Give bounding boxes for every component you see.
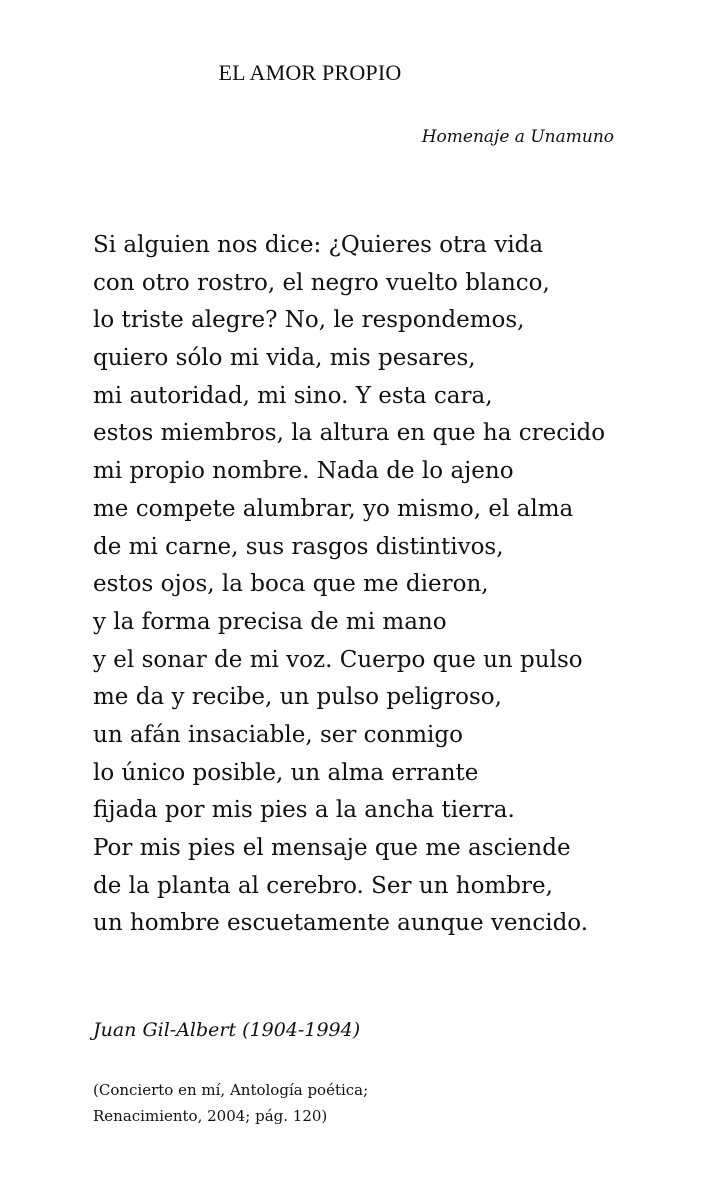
poem-line: con otro rostro, el negro vuelto blanco, bbox=[93, 269, 550, 296]
poem-line: de la planta al cerebro. Ser un hombre, bbox=[93, 872, 553, 899]
source-line: Renacimiento, 2004; pág. 120) bbox=[93, 1107, 328, 1125]
poem-line: estos ojos, la boca que me dieron, bbox=[93, 571, 489, 598]
poem-line: lo triste alegre? No, le respondemos, bbox=[93, 307, 525, 334]
poem-line: lo único posible, un alma errante bbox=[93, 759, 479, 786]
author-attribution: Juan Gil-Albert (1904-1994) bbox=[93, 1019, 361, 1041]
poem-line: Si alguien nos dice: ¿Quieres otra vida bbox=[93, 232, 544, 258]
poem-line: fijada por mis pies a la ancha tierra. bbox=[93, 797, 515, 824]
poem-line: de mi carne, sus rasgos distintivos, bbox=[93, 533, 504, 560]
poem-line: y la forma precisa de mi mano bbox=[93, 608, 447, 635]
poem-line: Por mis pies el mensaje que me asciende bbox=[93, 835, 571, 861]
poem-title: EL AMOR PROPIO bbox=[218, 60, 402, 85]
poem-line: quiero sólo mi vida, mis pesares, bbox=[93, 345, 476, 372]
poem-line: mi propio nombre. Nada de lo ajeno bbox=[93, 458, 514, 485]
poem-line: me compete alumbrar, yo mismo, el alma bbox=[93, 495, 574, 522]
poem-line: estos miembros, la altura en que ha crecido bbox=[93, 420, 606, 447]
source-citation bbox=[93, 1077, 368, 1129]
poem-body bbox=[93, 227, 673, 943]
source-line: (Concierto en mí, Antología poética; bbox=[93, 1081, 369, 1099]
poem-line: mi autoridad, mi sino. Y esta cara, bbox=[93, 382, 493, 409]
poem-line: un hombre escuetamente aunque vencido. bbox=[93, 910, 589, 937]
poem-line: y el sonar de mi voz. Cuerpo que un pulso bbox=[93, 646, 583, 673]
poem-line: me da y recibe, un pulso peligroso, bbox=[93, 684, 502, 711]
dedication: Homenaje a Unamuno bbox=[421, 127, 614, 147]
poem-line: un afán insaciable, ser conmigo bbox=[93, 721, 463, 748]
